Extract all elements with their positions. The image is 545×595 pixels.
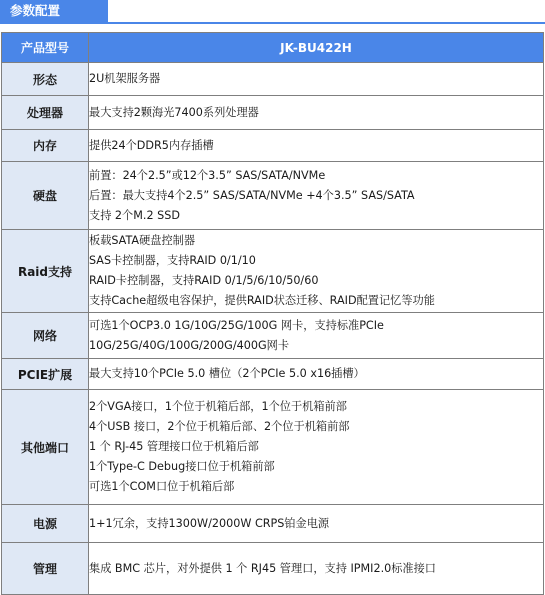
value-line: 2个VGA接口，1个位于机箱后部，1个位于机箱前部 — [89, 400, 347, 413]
header-model: JK-BU422H — [89, 33, 544, 63]
section-title: 参数配置 — [0, 0, 108, 22]
row-label-disk: 硬盘 — [2, 162, 89, 230]
value-line: 最大支持2颗海光7400系列处理器 — [89, 105, 259, 119]
row-label-form: 形态 — [2, 63, 89, 96]
row-value-power — [89, 505, 544, 543]
value-line: 2U机架服务器 — [89, 72, 161, 85]
row-label-ports: 其他端口 — [2, 390, 89, 505]
value-line: 集成 BMC 芯片，对外提供 1 个 RJ45 管理口，支持 IPMI2.0标准接口 — [89, 561, 436, 575]
row-label-pcie: PCIE扩展 — [2, 359, 89, 390]
table-row — [2, 313, 544, 359]
row-label-memory: 内存 — [2, 130, 89, 162]
value-line: 支持 2个M.2 SSD — [89, 208, 180, 222]
row-value-raid — [89, 230, 544, 313]
row-label-raid: Raid支持 — [2, 230, 89, 313]
value-line: 板载SATA硬盘控制器 — [89, 234, 196, 247]
table-row — [2, 96, 544, 130]
row-value-pcie — [89, 359, 544, 390]
value-line: 支持Cache超级电容保护，提供RAID状态迁移、RAID配置记忆等功能 — [89, 294, 435, 307]
row-label-cpu: 处理器 — [2, 96, 89, 130]
table-row — [2, 543, 544, 595]
row-value-management — [89, 543, 544, 595]
value-line: 1个Type-C Debug接口位于机箱前部 — [89, 460, 275, 473]
value-line: 1+1冗余，支持1300W/2000W CRPS铂金电源 — [89, 516, 330, 530]
spec-table — [1, 32, 544, 595]
value-line: 最大支持10个PCIe 5.0 槽位（2个PCIe 5.0 x16插槽） — [89, 367, 365, 380]
value-line: SAS卡控制器，支持RAID 0/1/10 — [89, 254, 256, 267]
row-value-network — [89, 313, 544, 359]
value-line: 1 个 RJ-45 管理接口位于机箱后部 — [89, 440, 259, 453]
table-row — [2, 162, 544, 230]
row-value-memory — [89, 130, 544, 162]
row-label-network: 网络 — [2, 313, 89, 359]
header-label: 产品型号 — [2, 33, 89, 63]
value-line: 4个USB 接口，2个位于机箱后部、2个位于机箱前部 — [89, 420, 350, 433]
value-line: 提供24个DDR5内存插槽 — [89, 138, 214, 152]
row-value-ports — [89, 390, 544, 505]
row-value-disk — [89, 162, 544, 230]
value-line: RAID卡控制器，支持RAID 0/1/5/6/10/50/60 — [89, 274, 319, 287]
value-line: 10G/25G/40G/100G/200G/400G网卡 — [89, 338, 290, 352]
row-label-management: 管理 — [2, 543, 89, 595]
table-row — [2, 359, 544, 390]
value-line: 后置：最大支持4个2.5” SAS/SATA/NVMe +4个3.5” SAS/SATA — [89, 188, 415, 202]
table-row — [2, 230, 544, 313]
table-row — [2, 390, 544, 505]
value-line: 可选1个OCP3.0 1G/10G/25G/100G 网卡，支持标准PCIe — [89, 318, 384, 332]
section-title-underline — [0, 22, 545, 24]
value-line: 可选1个COM口位于机箱后部 — [89, 480, 235, 493]
table-row — [2, 63, 544, 96]
table-header-row — [2, 33, 544, 63]
row-value-cpu — [89, 96, 544, 130]
row-label-power: 电源 — [2, 505, 89, 543]
row-value-form — [89, 63, 544, 96]
table-row — [2, 505, 544, 543]
table-row — [2, 130, 544, 162]
value-line: 前置：24个2.5”或12个3.5” SAS/SATA/NVMe — [89, 168, 326, 182]
